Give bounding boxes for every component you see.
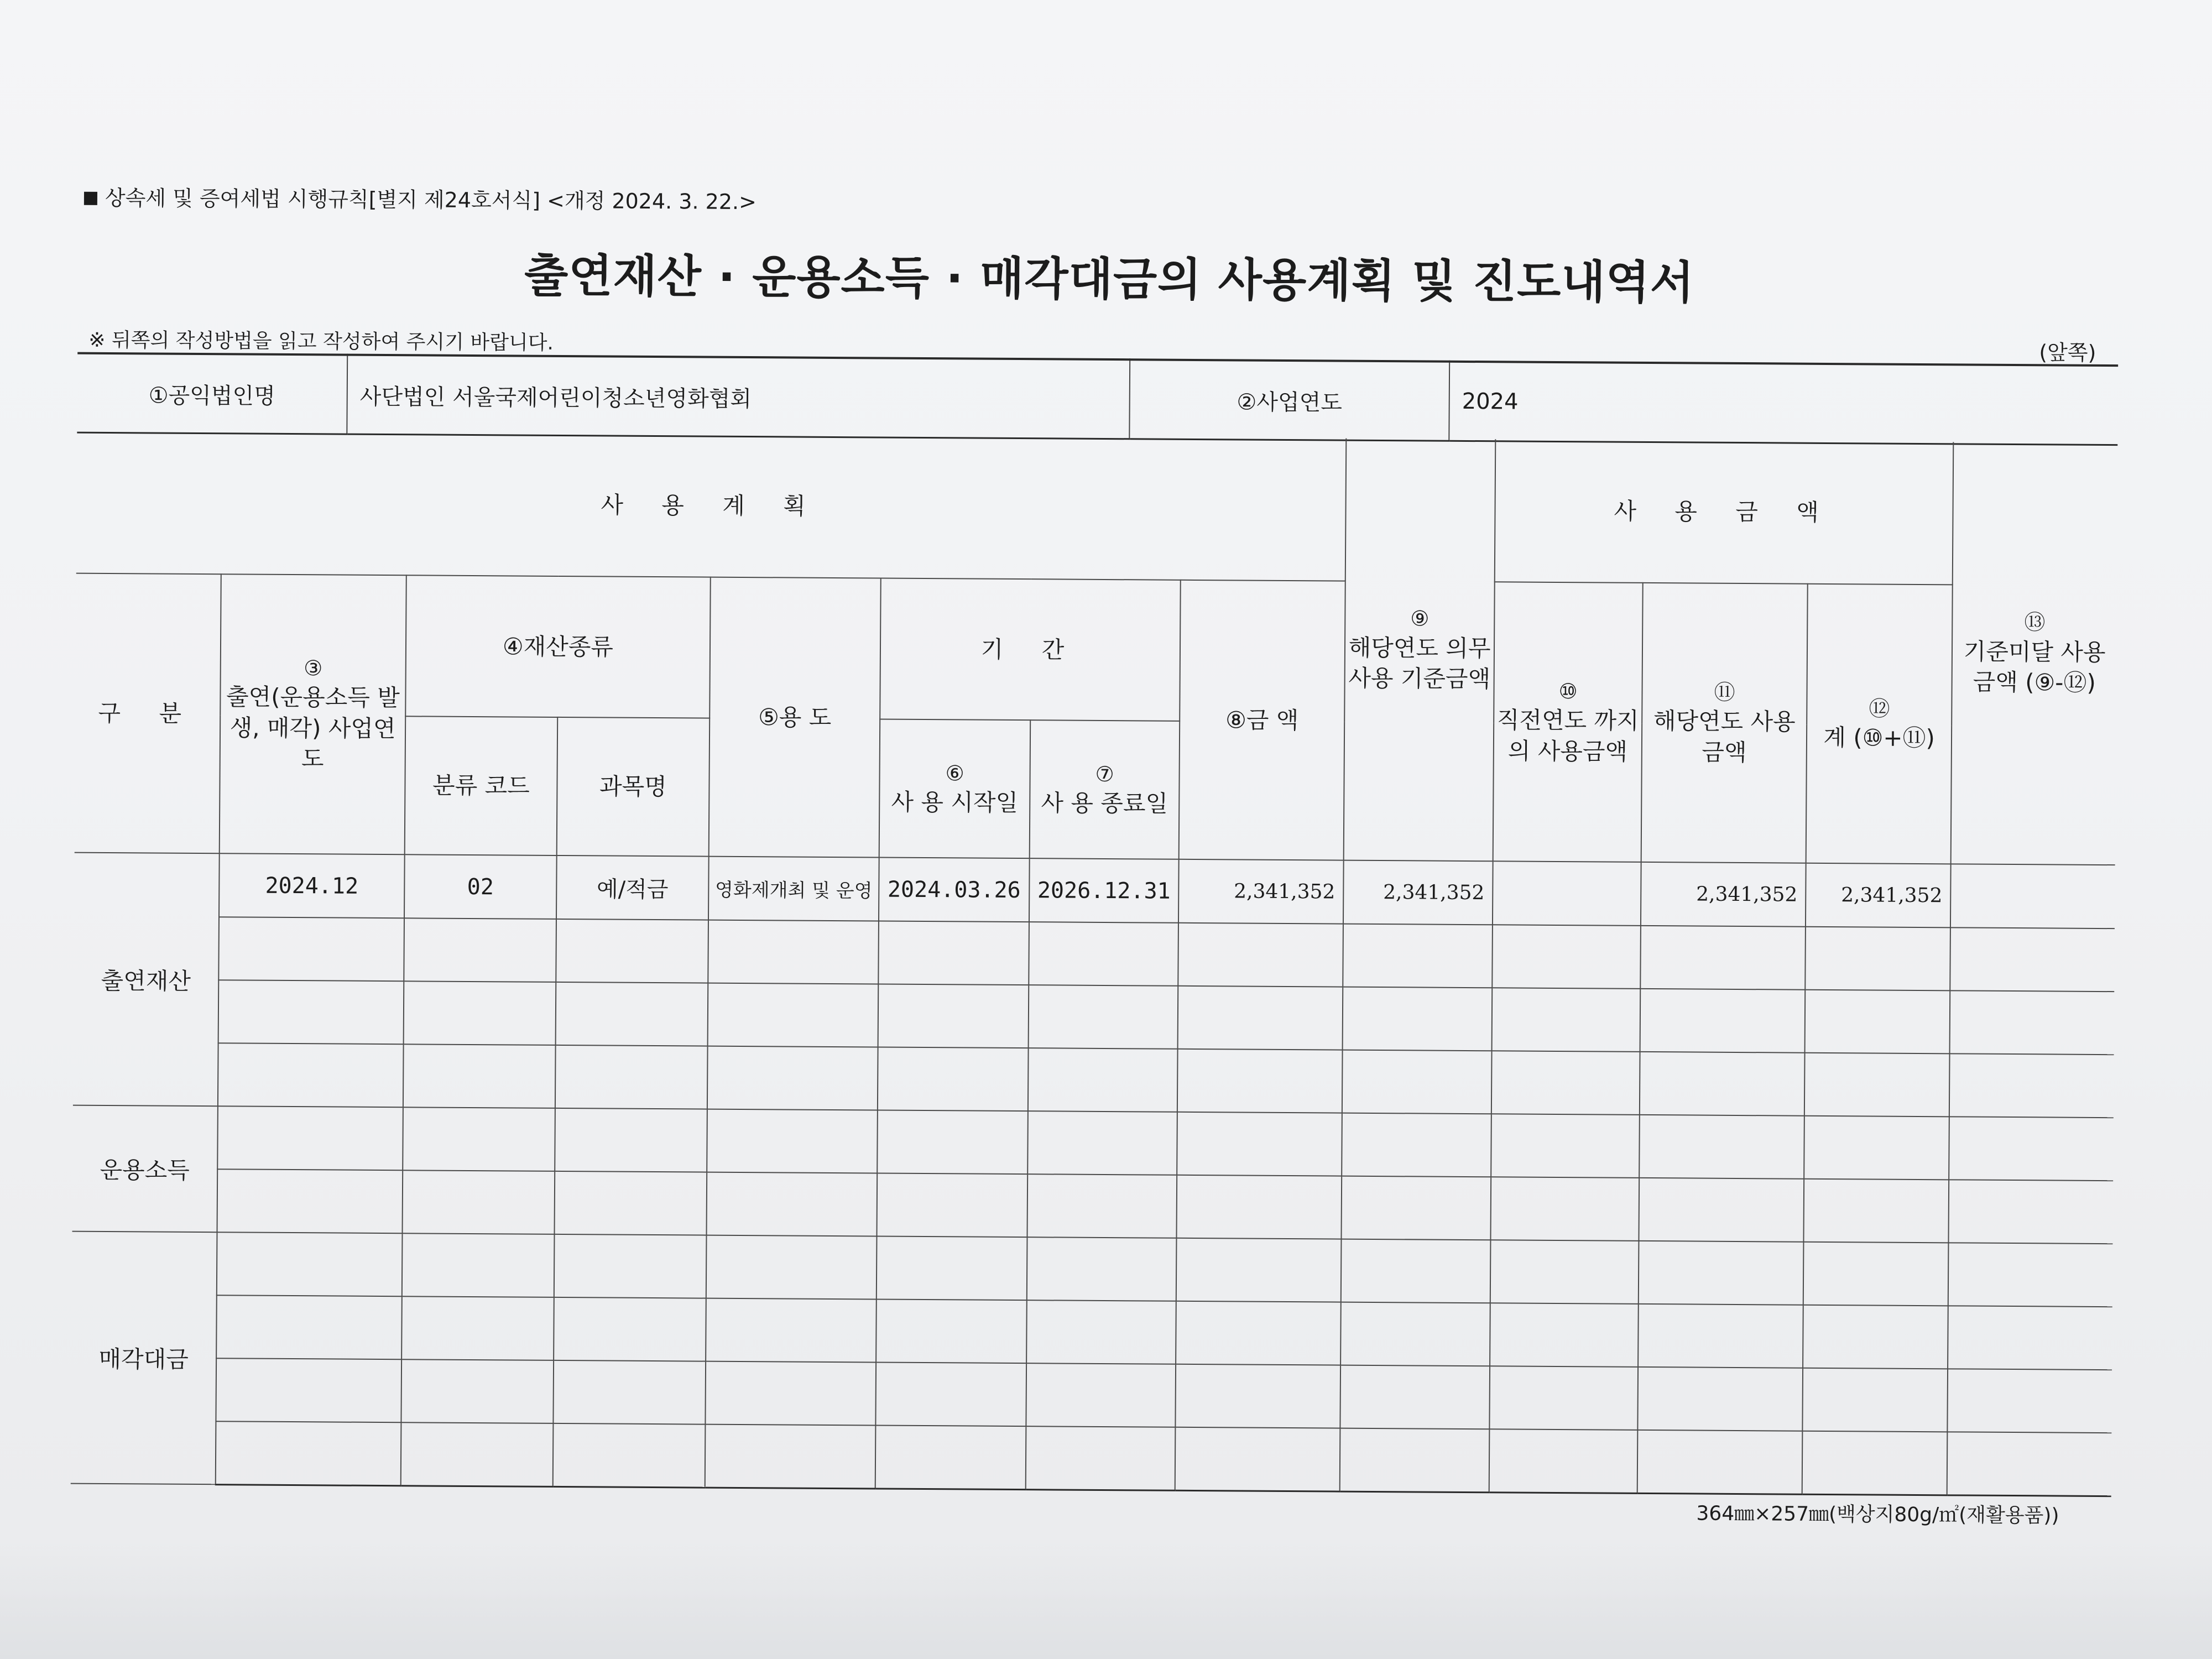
amount-group-header: 사 용 금 액 [1495, 439, 1954, 585]
empty-cell[interactable] [1490, 1303, 1639, 1367]
black-square-icon [84, 192, 97, 205]
purpose-header: ⑤용 도 [709, 577, 881, 858]
section-sale-label: 매각대금 [71, 1232, 217, 1485]
empty-cell[interactable] [555, 1171, 707, 1235]
section-contribution-label: 출연재산 [73, 853, 220, 1107]
empty-cell[interactable] [705, 1361, 876, 1426]
empty-cell[interactable] [1802, 1431, 1948, 1495]
form-reference [84, 181, 757, 215]
category-code-header: 분류 코드 [405, 716, 558, 855]
empty-cell[interactable] [403, 1044, 556, 1108]
empty-cell[interactable] [1176, 1238, 1342, 1302]
asset-type-header: ④재산종류 [405, 575, 711, 718]
empty-cell[interactable] [706, 1235, 877, 1300]
table-row [72, 1168, 2114, 1244]
empty-cell[interactable] [1342, 1176, 1491, 1240]
use-end-header: ⑦ 사 용 종료일 [1030, 720, 1180, 859]
empty-cell[interactable] [1340, 1302, 1490, 1366]
empty-cell[interactable] [1029, 985, 1178, 1049]
empty-cell[interactable] [218, 1043, 404, 1107]
empty-cell[interactable] [555, 1108, 707, 1172]
empty-cell[interactable] [877, 1173, 1027, 1237]
table-row [71, 1295, 2112, 1370]
empty-cell[interactable] [878, 1047, 1029, 1111]
empty-cell[interactable] [708, 983, 879, 1047]
empty-cell[interactable] [1343, 987, 1493, 1051]
empty-cell[interactable] [1804, 1116, 1949, 1180]
empty-cell[interactable] [1026, 1300, 1176, 1364]
info-table [77, 352, 2118, 446]
table-row [71, 1358, 2112, 1433]
empty-cell[interactable] [403, 1170, 555, 1234]
amount-header: ⑧금 액 [1179, 580, 1345, 860]
empty-cell[interactable] [1027, 1237, 1177, 1301]
cell-end-date[interactable]: 2026.12.31 [1029, 858, 1179, 923]
empty-cell[interactable] [216, 1421, 401, 1485]
empty-cell[interactable] [401, 1422, 554, 1486]
empty-cell[interactable] [1175, 1427, 1340, 1491]
empty-cell[interactable] [1640, 926, 1806, 990]
paper-spec: 364㎜×257㎜(백상지80g/㎡(재활용품)) [1696, 1502, 2059, 1527]
empty-cell[interactable] [705, 1425, 876, 1489]
empty-cell[interactable] [1341, 1239, 1491, 1303]
empty-cell[interactable] [1340, 1365, 1490, 1430]
empty-cell[interactable] [1948, 1243, 2113, 1307]
empty-cell[interactable] [1804, 1053, 1950, 1117]
empty-cell[interactable] [553, 1360, 706, 1425]
empty-cell[interactable] [218, 980, 404, 1044]
contribution-year-header: ③ 출연(운용소득 발생, 매각) 사업연도 [220, 574, 406, 854]
empty-cell[interactable] [707, 1046, 878, 1110]
empty-cell[interactable] [1342, 1113, 1491, 1177]
empty-cell[interactable] [1176, 1175, 1342, 1239]
table-row [72, 1105, 2114, 1181]
form-reference-text: 상속세 및 증여세법 시행규칙[별지 제24호서식] <개정 2024. 3. 22.> [105, 185, 757, 215]
section-income-label: 운용소득 [72, 1105, 218, 1233]
empty-cell[interactable] [707, 1109, 878, 1173]
cell-start-date[interactable]: 2024.03.26 [879, 857, 1030, 922]
empty-cell[interactable] [875, 1425, 1026, 1489]
cell-required-amount[interactable]: 2,341,352 [1343, 860, 1493, 925]
empty-cell[interactable] [1637, 1367, 1803, 1431]
empty-cell[interactable] [554, 1297, 706, 1361]
empty-cell[interactable] [1639, 1241, 1804, 1305]
use-start-header: ⑥ 사 용 시작일 [879, 719, 1031, 858]
empty-cell[interactable] [1026, 1363, 1176, 1427]
empty-cell[interactable] [1803, 1242, 1949, 1306]
empty-cell[interactable] [218, 917, 404, 981]
empty-cell[interactable] [877, 1236, 1027, 1300]
empty-cell[interactable] [1947, 1432, 2112, 1496]
empty-cell[interactable] [1342, 1050, 1492, 1114]
empty-cell[interactable] [1492, 925, 1641, 989]
empty-cell[interactable] [1948, 1306, 2112, 1370]
empty-cell[interactable] [1490, 1240, 1639, 1304]
empty-cell[interactable] [1949, 1180, 2114, 1244]
required-amount-header: ⑨ 해당연도 의무사용 기준금액 [1344, 439, 1496, 862]
empty-cell[interactable] [1028, 1048, 1178, 1112]
empty-cell[interactable] [1805, 990, 1950, 1054]
empty-cell[interactable] [708, 920, 879, 984]
empty-cell[interactable] [216, 1358, 401, 1422]
empty-cell[interactable] [877, 1110, 1028, 1174]
table-row [72, 1232, 2113, 1307]
cell-amount[interactable]: 2,341,352 [1178, 859, 1344, 924]
empty-cell[interactable] [403, 1107, 555, 1171]
cell-account[interactable]: 예/적금 [556, 855, 709, 920]
empty-cell[interactable] [1640, 989, 1806, 1053]
instruction-note: ※ 뒤쪽의 작성방법을 읽고 작성하여 주시기 바랍니다. [88, 328, 554, 354]
empty-cell[interactable] [217, 1232, 403, 1296]
empty-cell[interactable] [401, 1296, 554, 1360]
empty-cell[interactable] [1639, 1178, 1804, 1242]
business-year-label: ②사업연도 [1129, 359, 1449, 441]
empty-cell[interactable] [1949, 1053, 2114, 1118]
empty-cell[interactable] [1027, 1111, 1177, 1175]
empty-cell[interactable] [216, 1295, 402, 1359]
empty-cell[interactable] [217, 1106, 403, 1170]
empty-cell[interactable] [1638, 1304, 1803, 1368]
empty-cell[interactable] [1805, 927, 1950, 991]
empty-cell[interactable] [878, 984, 1029, 1048]
empty-cell[interactable] [1803, 1305, 1948, 1369]
empty-cell[interactable] [404, 918, 556, 982]
empty-cell[interactable] [878, 921, 1029, 985]
business-year-value[interactable]: 2024 [1449, 362, 2118, 445]
shortfall-amount-header: ⑬ 기준미달 사용금액 (⑨-⑫) [1951, 442, 2118, 865]
empty-cell[interactable] [1491, 1114, 1640, 1178]
empty-cell[interactable] [1340, 1428, 1490, 1493]
empty-cell[interactable] [1950, 927, 2115, 992]
empty-cell[interactable] [1491, 1177, 1640, 1241]
table-row [74, 853, 2115, 929]
cell-usage-total[interactable]: 2,341,352 [1806, 863, 1951, 928]
empty-cell[interactable] [553, 1423, 706, 1488]
cell-purpose[interactable]: 영화제개최 및 운영 [708, 857, 879, 921]
division-header: 구 분 [75, 573, 221, 854]
empty-cell[interactable] [1177, 1112, 1342, 1176]
org-name-label: ①공익법인명 [77, 353, 347, 434]
cell-current-usage[interactable]: 2,341,352 [1641, 862, 1806, 927]
empty-cell[interactable] [875, 1362, 1026, 1426]
cell-code[interactable]: 02 [404, 854, 557, 919]
empty-cell[interactable] [1489, 1429, 1638, 1493]
prior-usage-header: ⑩ 직전연도 까지의 사용금액 [1493, 582, 1643, 862]
empty-cell[interactable] [1637, 1430, 1803, 1494]
period-header: 기 간 [880, 578, 1181, 721]
empty-cell[interactable] [1026, 1426, 1176, 1490]
cell-year[interactable]: 2024.12 [219, 853, 405, 918]
empty-cell[interactable] [1343, 924, 1493, 988]
empty-cell[interactable] [217, 1169, 403, 1233]
empty-cell[interactable] [402, 1233, 555, 1297]
empty-cell[interactable] [1178, 986, 1343, 1050]
account-name-header: 과목명 [557, 717, 710, 857]
empty-cell[interactable] [1178, 923, 1343, 987]
form-title: 출연재산 · 운용소득 · 매각대금의 사용계획 및 진도내역서 [524, 249, 1695, 310]
empty-cell[interactable] [401, 1359, 554, 1423]
empty-cell[interactable] [556, 982, 708, 1046]
empty-cell[interactable] [706, 1298, 877, 1363]
empty-cell[interactable] [1489, 1366, 1638, 1430]
plan-group-header: 사 용 계 획 [76, 431, 1347, 581]
empty-cell[interactable] [1492, 988, 1641, 1052]
usage-total-header: ⑫ 계 (⑩+⑪) [1806, 584, 1953, 864]
empty-cell[interactable] [556, 919, 708, 983]
empty-cell[interactable] [1802, 1368, 1948, 1432]
cell-prior-usage[interactable] [1493, 861, 1641, 926]
cell-shortfall[interactable] [1950, 864, 2115, 928]
usage-plan-table [71, 431, 2118, 1497]
empty-cell[interactable] [404, 981, 556, 1045]
empty-cell[interactable] [1029, 922, 1178, 986]
empty-cell[interactable] [1804, 1179, 1949, 1243]
empty-cell[interactable] [555, 1045, 708, 1109]
empty-cell[interactable] [1175, 1364, 1340, 1428]
empty-cell[interactable] [707, 1172, 878, 1237]
empty-cell[interactable] [1639, 1115, 1804, 1179]
table-row [71, 1421, 2112, 1496]
empty-cell[interactable] [1027, 1174, 1177, 1238]
empty-cell[interactable] [1491, 1051, 1640, 1115]
empty-cell[interactable] [1949, 1117, 2114, 1181]
page-side-mark: (앞쪽) [2039, 340, 2096, 365]
table-row [74, 979, 2115, 1055]
empty-cell[interactable] [554, 1234, 707, 1298]
table-row [73, 1042, 2114, 1118]
org-name-value[interactable]: 사단법인 서울국제어린이청소년영화협회 [347, 355, 1130, 439]
empty-cell[interactable] [1640, 1052, 1805, 1116]
empty-cell[interactable] [1947, 1369, 2112, 1433]
empty-cell[interactable] [1177, 1049, 1343, 1113]
empty-cell[interactable] [876, 1299, 1027, 1363]
current-usage-header: ⑪ 해당연도 사용금액 [1641, 583, 1808, 863]
table-row [74, 916, 2115, 992]
empty-cell[interactable] [1176, 1301, 1341, 1365]
empty-cell[interactable] [1950, 990, 2115, 1055]
